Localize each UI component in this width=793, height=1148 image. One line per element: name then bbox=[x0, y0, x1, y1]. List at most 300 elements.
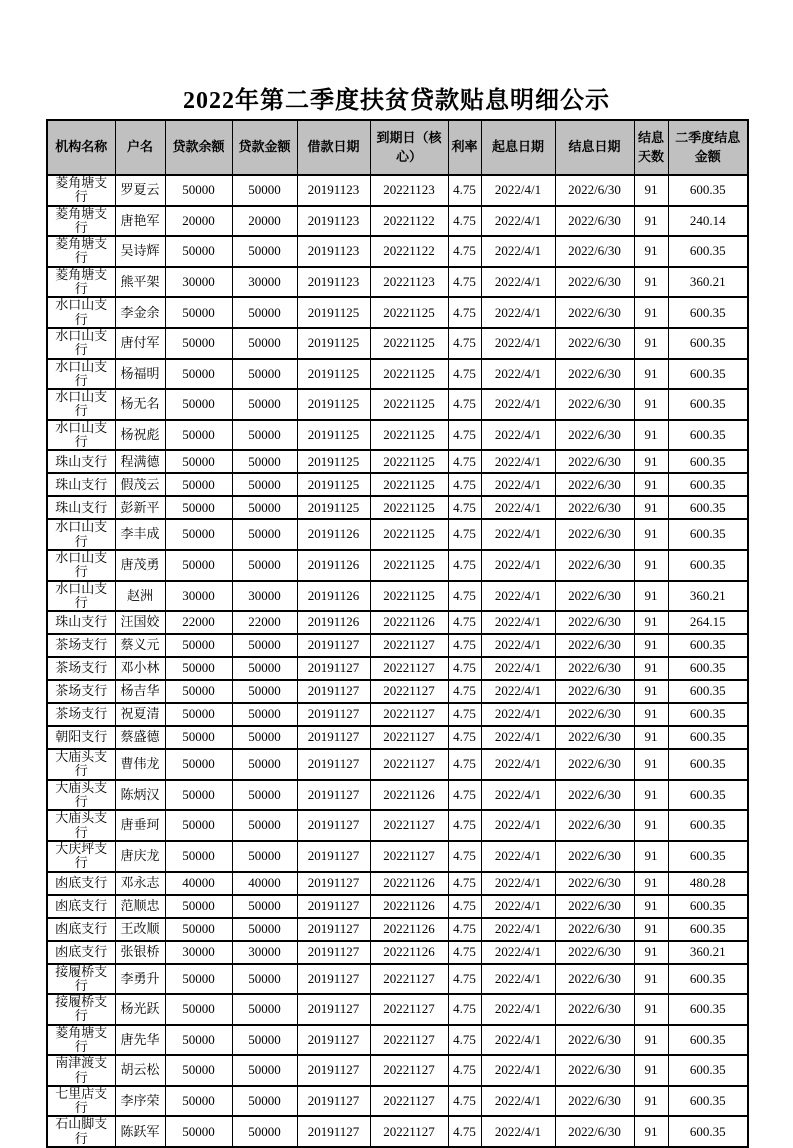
table-cell: 600.35 bbox=[668, 297, 748, 328]
table-cell: 20221125 bbox=[370, 389, 448, 420]
table-cell: 蔡义元 bbox=[115, 634, 165, 657]
table-cell: 2022/4/1 bbox=[481, 611, 555, 634]
table-cell: 600.35 bbox=[668, 450, 748, 473]
table-cell: 91 bbox=[634, 581, 668, 612]
table-cell: 50000 bbox=[165, 634, 232, 657]
table-cell: 2022/6/30 bbox=[555, 994, 634, 1025]
table-cell: 91 bbox=[634, 236, 668, 267]
table-cell: 假茂云 bbox=[115, 473, 165, 496]
table-cell: 91 bbox=[634, 810, 668, 841]
table-cell: 50000 bbox=[165, 450, 232, 473]
table-cell: 2022/4/1 bbox=[481, 328, 555, 359]
table-cell: 20191127 bbox=[297, 703, 370, 726]
table-cell: 20000 bbox=[232, 206, 297, 237]
table-row bbox=[47, 1055, 748, 1086]
column-header: 机构名称 bbox=[47, 120, 115, 175]
table-cell: 91 bbox=[634, 611, 668, 634]
table-cell: 2022/4/1 bbox=[481, 780, 555, 811]
table-cell: 2022/6/30 bbox=[555, 872, 634, 895]
table-cell: 南津渡支行 bbox=[47, 1055, 115, 1086]
table-cell: 20191126 bbox=[297, 550, 370, 581]
table-cell: 50000 bbox=[232, 297, 297, 328]
column-header: 贷款金额 bbox=[232, 120, 297, 175]
table-cell: 4.75 bbox=[448, 941, 481, 964]
table-row bbox=[47, 420, 748, 451]
table-cell: 4.75 bbox=[448, 297, 481, 328]
table-cell: 20221127 bbox=[370, 994, 448, 1025]
table-row bbox=[47, 810, 748, 841]
table-cell: 菱角塘支行 bbox=[47, 1025, 115, 1056]
table-cell: 600.35 bbox=[668, 328, 748, 359]
table-cell: 20221127 bbox=[370, 680, 448, 703]
table-cell: 张银桥 bbox=[115, 941, 165, 964]
table-cell: 600.35 bbox=[668, 420, 748, 451]
table-cell: 20221123 bbox=[370, 175, 448, 206]
table-cell: 熊平架 bbox=[115, 267, 165, 298]
table-cell: 水口山支行 bbox=[47, 519, 115, 550]
table-cell: 2022/4/1 bbox=[481, 657, 555, 680]
table-cell: 大庙头支行 bbox=[47, 780, 115, 811]
table-cell: 20221127 bbox=[370, 1116, 448, 1147]
column-header: 贷款余额 bbox=[165, 120, 232, 175]
table-cell: 50000 bbox=[232, 634, 297, 657]
table-cell: 2022/4/1 bbox=[481, 550, 555, 581]
table-cell: 20221127 bbox=[370, 964, 448, 995]
table-cell: 2022/6/30 bbox=[555, 297, 634, 328]
table-cell: 20191123 bbox=[297, 175, 370, 206]
table-cell: 4.75 bbox=[448, 519, 481, 550]
table-cell: 2022/4/1 bbox=[481, 749, 555, 780]
table-cell: 50000 bbox=[232, 389, 297, 420]
table-cell: 600.35 bbox=[668, 841, 748, 872]
table-cell: 4.75 bbox=[448, 749, 481, 780]
table-cell: 20191127 bbox=[297, 895, 370, 918]
table-cell: 4.75 bbox=[448, 703, 481, 726]
table-cell: 4.75 bbox=[448, 328, 481, 359]
table-cell: 2022/6/30 bbox=[555, 634, 634, 657]
table-cell: 50000 bbox=[165, 473, 232, 496]
table-cell: 22000 bbox=[165, 611, 232, 634]
table-cell: 20221126 bbox=[370, 895, 448, 918]
table-cell: 91 bbox=[634, 473, 668, 496]
table-cell: 珠山支行 bbox=[47, 473, 115, 496]
table-cell: 2022/6/30 bbox=[555, 450, 634, 473]
table-cell: 20221125 bbox=[370, 496, 448, 519]
table-cell: 李序荣 bbox=[115, 1086, 165, 1117]
table-cell: 4.75 bbox=[448, 1116, 481, 1147]
table-cell: 50000 bbox=[165, 420, 232, 451]
table-cell: 91 bbox=[634, 918, 668, 941]
table-row bbox=[47, 473, 748, 496]
table-cell: 264.15 bbox=[668, 611, 748, 634]
table-cell: 范顺忠 bbox=[115, 895, 165, 918]
table-cell: 2022/4/1 bbox=[481, 810, 555, 841]
table-row bbox=[47, 389, 748, 420]
table-row bbox=[47, 359, 748, 390]
table-cell: 2022/4/1 bbox=[481, 175, 555, 206]
table-cell: 杨光跃 bbox=[115, 994, 165, 1025]
table-cell: 4.75 bbox=[448, 473, 481, 496]
table-cell: 91 bbox=[634, 703, 668, 726]
table-cell: 600.35 bbox=[668, 810, 748, 841]
table-cell: 2022/4/1 bbox=[481, 994, 555, 1025]
table-cell: 20221126 bbox=[370, 872, 448, 895]
table-cell: 20221123 bbox=[370, 267, 448, 298]
table-row bbox=[47, 780, 748, 811]
table-row bbox=[47, 1025, 748, 1056]
table-cell: 凼底支行 bbox=[47, 941, 115, 964]
table-cell: 50000 bbox=[165, 328, 232, 359]
table-cell: 50000 bbox=[165, 297, 232, 328]
table-cell: 2022/6/30 bbox=[555, 941, 634, 964]
table-cell: 2022/6/30 bbox=[555, 810, 634, 841]
table-cell: 2022/6/30 bbox=[555, 964, 634, 995]
table-cell: 20221127 bbox=[370, 657, 448, 680]
table-cell: 2022/6/30 bbox=[555, 519, 634, 550]
table-cell: 40000 bbox=[165, 872, 232, 895]
table-cell: 接履桥支行 bbox=[47, 964, 115, 995]
table-cell: 50000 bbox=[165, 519, 232, 550]
table-cell: 2022/4/1 bbox=[481, 359, 555, 390]
column-header: 借款日期 bbox=[297, 120, 370, 175]
table-cell: 4.75 bbox=[448, 206, 481, 237]
table-cell: 4.75 bbox=[448, 550, 481, 581]
table-cell: 2022/4/1 bbox=[481, 872, 555, 895]
table-cell: 胡云松 bbox=[115, 1055, 165, 1086]
table-cell: 360.21 bbox=[668, 267, 748, 298]
table-cell: 2022/6/30 bbox=[555, 1025, 634, 1056]
table-cell: 4.75 bbox=[448, 634, 481, 657]
table-cell: 20191127 bbox=[297, 780, 370, 811]
table-cell: 50000 bbox=[165, 389, 232, 420]
table-cell: 20221126 bbox=[370, 611, 448, 634]
table-cell: 20191127 bbox=[297, 726, 370, 749]
table-cell: 50000 bbox=[232, 496, 297, 519]
table-cell: 2022/4/1 bbox=[481, 236, 555, 267]
table-row bbox=[47, 581, 748, 612]
table-cell: 凼底支行 bbox=[47, 872, 115, 895]
column-header: 户名 bbox=[115, 120, 165, 175]
table-cell: 赵洲 bbox=[115, 581, 165, 612]
table-cell: 20191127 bbox=[297, 634, 370, 657]
table-row bbox=[47, 1116, 748, 1147]
table-cell: 600.35 bbox=[668, 1086, 748, 1117]
table-cell: 91 bbox=[634, 550, 668, 581]
table-cell: 50000 bbox=[165, 1025, 232, 1056]
table-cell: 大庙头支行 bbox=[47, 810, 115, 841]
table-row bbox=[47, 964, 748, 995]
table-cell: 20191127 bbox=[297, 1116, 370, 1147]
table-cell: 2022/4/1 bbox=[481, 297, 555, 328]
table-cell: 20191125 bbox=[297, 450, 370, 473]
table-cell: 50000 bbox=[165, 1086, 232, 1117]
table-cell: 600.35 bbox=[668, 780, 748, 811]
table-cell: 600.35 bbox=[668, 680, 748, 703]
table-cell: 2022/6/30 bbox=[555, 1055, 634, 1086]
table-cell: 50000 bbox=[232, 1025, 297, 1056]
table-cell: 91 bbox=[634, 519, 668, 550]
table-row bbox=[47, 634, 748, 657]
table-cell: 曹伟龙 bbox=[115, 749, 165, 780]
table-cell: 王改顺 bbox=[115, 918, 165, 941]
table-cell: 七里店支行 bbox=[47, 1086, 115, 1117]
table-cell: 4.75 bbox=[448, 389, 481, 420]
table-cell: 2022/6/30 bbox=[555, 267, 634, 298]
table-cell: 2022/4/1 bbox=[481, 918, 555, 941]
table-cell: 2022/4/1 bbox=[481, 206, 555, 237]
table-cell: 蔡盛德 bbox=[115, 726, 165, 749]
table-cell: 2022/4/1 bbox=[481, 1116, 555, 1147]
table-cell: 杨无名 bbox=[115, 389, 165, 420]
table-cell: 50000 bbox=[165, 918, 232, 941]
table-cell: 91 bbox=[634, 1116, 668, 1147]
table-cell: 50000 bbox=[232, 895, 297, 918]
table-cell: 50000 bbox=[165, 841, 232, 872]
table-cell: 珠山支行 bbox=[47, 450, 115, 473]
table-cell: 50000 bbox=[232, 236, 297, 267]
table-cell: 2022/4/1 bbox=[481, 634, 555, 657]
table-cell: 50000 bbox=[165, 780, 232, 811]
table-cell: 600.35 bbox=[668, 726, 748, 749]
table-cell: 2022/4/1 bbox=[481, 1025, 555, 1056]
column-header: 利率 bbox=[448, 120, 481, 175]
table-cell: 50000 bbox=[232, 726, 297, 749]
table-cell: 吴诗辉 bbox=[115, 236, 165, 267]
table-cell: 接履桥支行 bbox=[47, 994, 115, 1025]
table-cell: 600.35 bbox=[668, 703, 748, 726]
table-row bbox=[47, 841, 748, 872]
table-cell: 20191127 bbox=[297, 918, 370, 941]
table-cell: 4.75 bbox=[448, 872, 481, 895]
table-cell: 4.75 bbox=[448, 496, 481, 519]
table-cell: 2022/6/30 bbox=[555, 749, 634, 780]
table-cell: 大庙头支行 bbox=[47, 749, 115, 780]
table-cell: 600.35 bbox=[668, 918, 748, 941]
table-row bbox=[47, 267, 748, 298]
table-cell: 600.35 bbox=[668, 473, 748, 496]
table-cell: 50000 bbox=[232, 841, 297, 872]
table-cell: 91 bbox=[634, 175, 668, 206]
table-cell: 600.35 bbox=[668, 994, 748, 1025]
table-cell: 91 bbox=[634, 1055, 668, 1086]
table-cell: 20191127 bbox=[297, 1025, 370, 1056]
table-cell: 360.21 bbox=[668, 941, 748, 964]
table-cell: 汪国姣 bbox=[115, 611, 165, 634]
table-cell: 50000 bbox=[165, 964, 232, 995]
table-cell: 20191127 bbox=[297, 1055, 370, 1086]
table-cell: 600.35 bbox=[668, 749, 748, 780]
table-cell: 30000 bbox=[165, 267, 232, 298]
table-cell: 50000 bbox=[165, 726, 232, 749]
table-cell: 600.35 bbox=[668, 175, 748, 206]
table-cell: 唐艳军 bbox=[115, 206, 165, 237]
table-cell: 480.28 bbox=[668, 872, 748, 895]
table-cell: 4.75 bbox=[448, 420, 481, 451]
table-cell: 20221122 bbox=[370, 206, 448, 237]
table-cell: 2022/6/30 bbox=[555, 420, 634, 451]
table-cell: 20191127 bbox=[297, 1086, 370, 1117]
table-cell: 240.14 bbox=[668, 206, 748, 237]
table-cell: 4.75 bbox=[448, 810, 481, 841]
table-cell: 600.35 bbox=[668, 359, 748, 390]
table-cell: 600.35 bbox=[668, 519, 748, 550]
table-cell: 30000 bbox=[232, 267, 297, 298]
table-cell: 2022/4/1 bbox=[481, 964, 555, 995]
table-cell: 2022/6/30 bbox=[555, 703, 634, 726]
table-cell: 4.75 bbox=[448, 359, 481, 390]
table-cell: 4.75 bbox=[448, 1055, 481, 1086]
table-cell: 20191127 bbox=[297, 841, 370, 872]
table-cell: 20191127 bbox=[297, 657, 370, 680]
table-cell: 50000 bbox=[165, 895, 232, 918]
table-cell: 600.35 bbox=[668, 964, 748, 995]
table-cell: 20221125 bbox=[370, 550, 448, 581]
table-cell: 91 bbox=[634, 496, 668, 519]
table-cell: 20221125 bbox=[370, 519, 448, 550]
table-cell: 91 bbox=[634, 297, 668, 328]
table-cell: 20191126 bbox=[297, 581, 370, 612]
table-cell: 菱角塘支行 bbox=[47, 236, 115, 267]
table-row bbox=[47, 328, 748, 359]
table-row bbox=[47, 519, 748, 550]
table-cell: 水口山支行 bbox=[47, 389, 115, 420]
table-cell: 20191127 bbox=[297, 810, 370, 841]
table-cell: 20221127 bbox=[370, 1086, 448, 1117]
table-cell: 50000 bbox=[232, 703, 297, 726]
table-cell: 22000 bbox=[232, 611, 297, 634]
table-row bbox=[47, 872, 748, 895]
table-cell: 2022/6/30 bbox=[555, 895, 634, 918]
table-cell: 600.35 bbox=[668, 1025, 748, 1056]
table-cell: 91 bbox=[634, 420, 668, 451]
table-cell: 2022/4/1 bbox=[481, 841, 555, 872]
table-row bbox=[47, 749, 748, 780]
table-cell: 菱角塘支行 bbox=[47, 206, 115, 237]
table-cell: 20221125 bbox=[370, 473, 448, 496]
table-cell: 凼底支行 bbox=[47, 918, 115, 941]
table-cell: 600.35 bbox=[668, 1116, 748, 1147]
table-cell: 水口山支行 bbox=[47, 550, 115, 581]
table-cell: 50000 bbox=[165, 810, 232, 841]
table-cell: 50000 bbox=[165, 359, 232, 390]
table-cell: 邓小林 bbox=[115, 657, 165, 680]
table-row bbox=[47, 994, 748, 1025]
table-cell: 50000 bbox=[232, 1055, 297, 1086]
table-cell: 水口山支行 bbox=[47, 297, 115, 328]
table-cell: 2022/4/1 bbox=[481, 1055, 555, 1086]
table-cell: 4.75 bbox=[448, 918, 481, 941]
table-cell: 20191125 bbox=[297, 389, 370, 420]
table-cell: 91 bbox=[634, 749, 668, 780]
table-cell: 2022/6/30 bbox=[555, 550, 634, 581]
table-header bbox=[47, 120, 748, 175]
table-cell: 4.75 bbox=[448, 1025, 481, 1056]
table-cell: 2022/6/30 bbox=[555, 657, 634, 680]
table-cell: 茶场支行 bbox=[47, 634, 115, 657]
table-cell: 4.75 bbox=[448, 964, 481, 995]
table-cell: 30000 bbox=[165, 581, 232, 612]
table-cell: 30000 bbox=[232, 581, 297, 612]
table-cell: 91 bbox=[634, 206, 668, 237]
table-row bbox=[47, 236, 748, 267]
table-cell: 20221125 bbox=[370, 359, 448, 390]
table-cell: 50000 bbox=[232, 680, 297, 703]
table-cell: 水口山支行 bbox=[47, 581, 115, 612]
table-cell: 2022/4/1 bbox=[481, 267, 555, 298]
table-cell: 20000 bbox=[165, 206, 232, 237]
table-cell: 菱角塘支行 bbox=[47, 175, 115, 206]
table-cell: 91 bbox=[634, 680, 668, 703]
table-row bbox=[47, 206, 748, 237]
table-cell: 水口山支行 bbox=[47, 328, 115, 359]
table-cell: 李金余 bbox=[115, 297, 165, 328]
table-cell: 2022/4/1 bbox=[481, 581, 555, 612]
table-cell: 唐庆龙 bbox=[115, 841, 165, 872]
table-cell: 4.75 bbox=[448, 841, 481, 872]
column-header: 二季度结息金额 bbox=[668, 120, 748, 175]
table-cell: 2022/6/30 bbox=[555, 496, 634, 519]
table-cell: 30000 bbox=[232, 941, 297, 964]
table-cell: 唐先华 bbox=[115, 1025, 165, 1056]
table-cell: 50000 bbox=[165, 236, 232, 267]
table-cell: 50000 bbox=[232, 1086, 297, 1117]
table-cell: 20191123 bbox=[297, 236, 370, 267]
table-cell: 50000 bbox=[165, 749, 232, 780]
table-cell: 2022/4/1 bbox=[481, 1086, 555, 1117]
table-cell: 20221127 bbox=[370, 1025, 448, 1056]
table-cell: 20191123 bbox=[297, 206, 370, 237]
table-row bbox=[47, 941, 748, 964]
table-cell: 600.35 bbox=[668, 550, 748, 581]
table-cell: 杨祝彪 bbox=[115, 420, 165, 451]
table-cell: 2022/4/1 bbox=[481, 496, 555, 519]
table-cell: 祝夏清 bbox=[115, 703, 165, 726]
table-row bbox=[47, 611, 748, 634]
column-header: 起息日期 bbox=[481, 120, 555, 175]
table-cell: 2022/6/30 bbox=[555, 328, 634, 359]
table-cell: 20191125 bbox=[297, 473, 370, 496]
table-cell: 20221127 bbox=[370, 810, 448, 841]
column-header: 结息天数 bbox=[634, 120, 668, 175]
table-cell: 4.75 bbox=[448, 581, 481, 612]
table-cell: 4.75 bbox=[448, 657, 481, 680]
table-cell: 2022/6/30 bbox=[555, 780, 634, 811]
table-cell: 50000 bbox=[232, 473, 297, 496]
table-cell: 50000 bbox=[232, 420, 297, 451]
table-cell: 20191126 bbox=[297, 611, 370, 634]
table-cell: 2022/6/30 bbox=[555, 680, 634, 703]
table-cell: 2022/6/30 bbox=[555, 473, 634, 496]
table-row bbox=[47, 703, 748, 726]
table-cell: 50000 bbox=[232, 550, 297, 581]
table-cell: 唐垂珂 bbox=[115, 810, 165, 841]
table-cell: 李丰成 bbox=[115, 519, 165, 550]
table-row bbox=[47, 297, 748, 328]
table-cell: 50000 bbox=[165, 680, 232, 703]
table-cell: 600.35 bbox=[668, 496, 748, 519]
table-cell: 20191123 bbox=[297, 267, 370, 298]
table-cell: 2022/6/30 bbox=[555, 236, 634, 267]
table-cell: 2022/6/30 bbox=[555, 581, 634, 612]
table-cell: 2022/4/1 bbox=[481, 420, 555, 451]
table-cell: 600.35 bbox=[668, 236, 748, 267]
table-cell: 50000 bbox=[165, 496, 232, 519]
table-cell: 2022/6/30 bbox=[555, 726, 634, 749]
table-cell: 彭新平 bbox=[115, 496, 165, 519]
table-cell: 600.35 bbox=[668, 389, 748, 420]
table-cell: 91 bbox=[634, 267, 668, 298]
table-cell: 4.75 bbox=[448, 175, 481, 206]
